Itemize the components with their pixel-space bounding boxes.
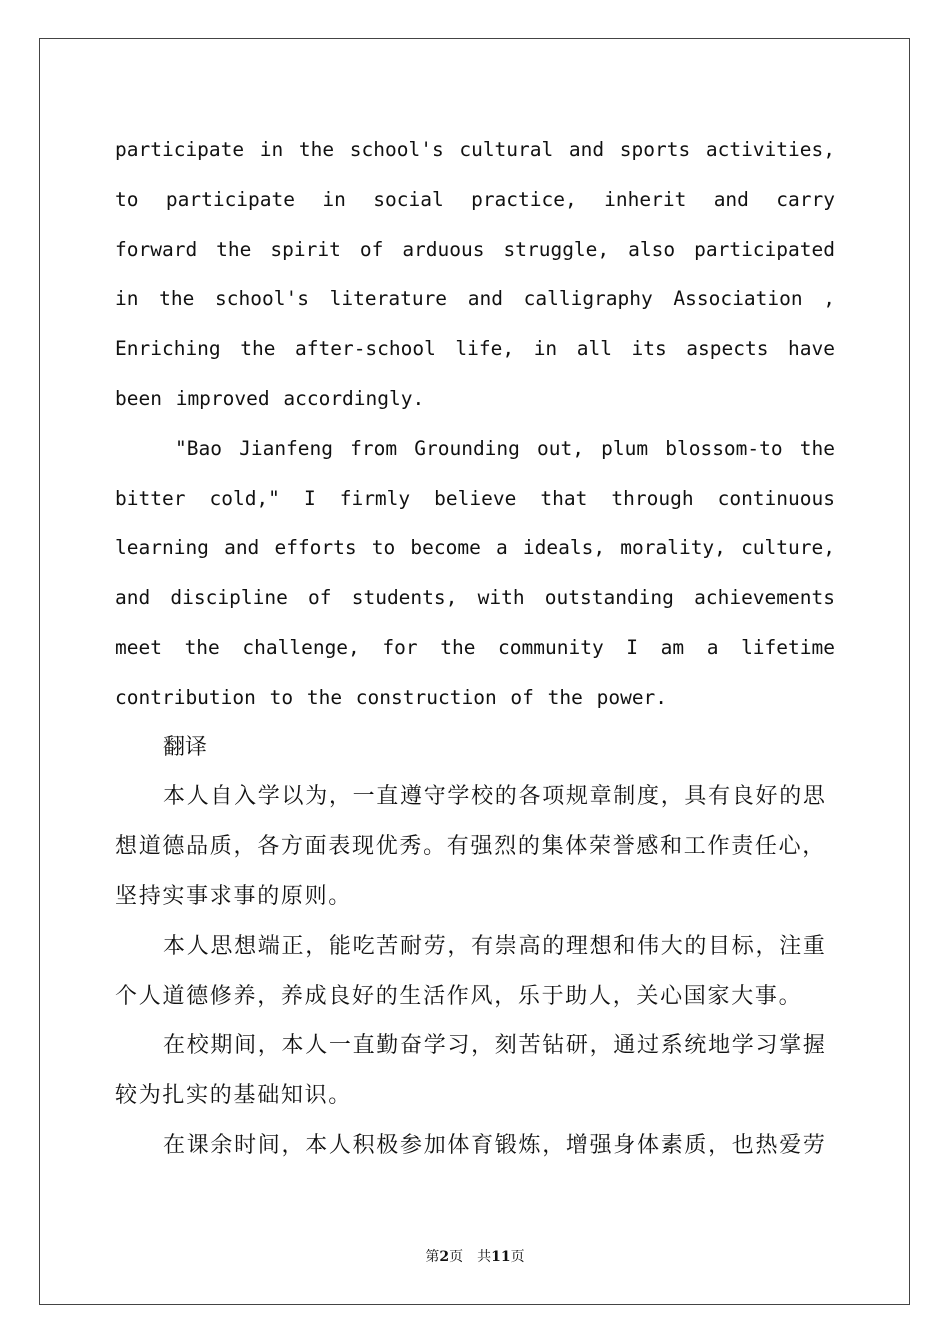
paragraph-cn-1: 本人自入学以为，一直遵守学校的各项规章制度，具有良好的思想道德品质，各方面表现优秀。有强烈的集体荣誉感和工作责任心，坚持实事求事的原则。 — [115, 784, 827, 909]
footer-page-number: 2 — [439, 1249, 450, 1265]
paragraph-en-1: participate in the school's cultural and sports activities, to participate in social practice, inherit and carry forward the spirit of arduous struggle, also participated in the school's literature and calligraphy Association , Enriching the after-school life, in all its aspects have been improved accordingly. — [115, 138, 835, 410]
footer-suffix: 页 — [510, 1249, 525, 1265]
paragraph-cn-2: 本人思想端正，能吃苦耐劳，有崇高的理想和伟大的目标，注重个人道德修养，养成良好的生活作风，乐于助人，关心国家大事。 — [115, 933, 827, 1009]
footer-total-pages: 11 — [491, 1249, 511, 1265]
paragraph-cn-3: 在校期间，本人一直勤奋学习，刻苦钻研，通过系统地学习掌握较为扎实的基础知识。 — [115, 1033, 827, 1109]
footer-mid: 页 共 — [449, 1249, 492, 1265]
document-body — [115, 125, 835, 1171]
paragraph-cn-4: 在课余时间，本人积极参加体育锻炼，增强身体素质，也热爱劳 — [163, 1132, 827, 1158]
footer-prefix: 第 — [425, 1249, 440, 1265]
translation-heading: 翻译 — [163, 734, 208, 760]
paragraph-en-2: "Bao Jianfeng from Grounding out, plum blossom-to the bitter cold," I firmly believe that through continuous learning and efforts to become a ideals, morality, culture, and discipline of students, with outstanding achievements meet the challenge, for the community I am a lifetime contribution to the construction of the power. — [115, 436, 835, 709]
page-footer — [0, 1246, 950, 1266]
